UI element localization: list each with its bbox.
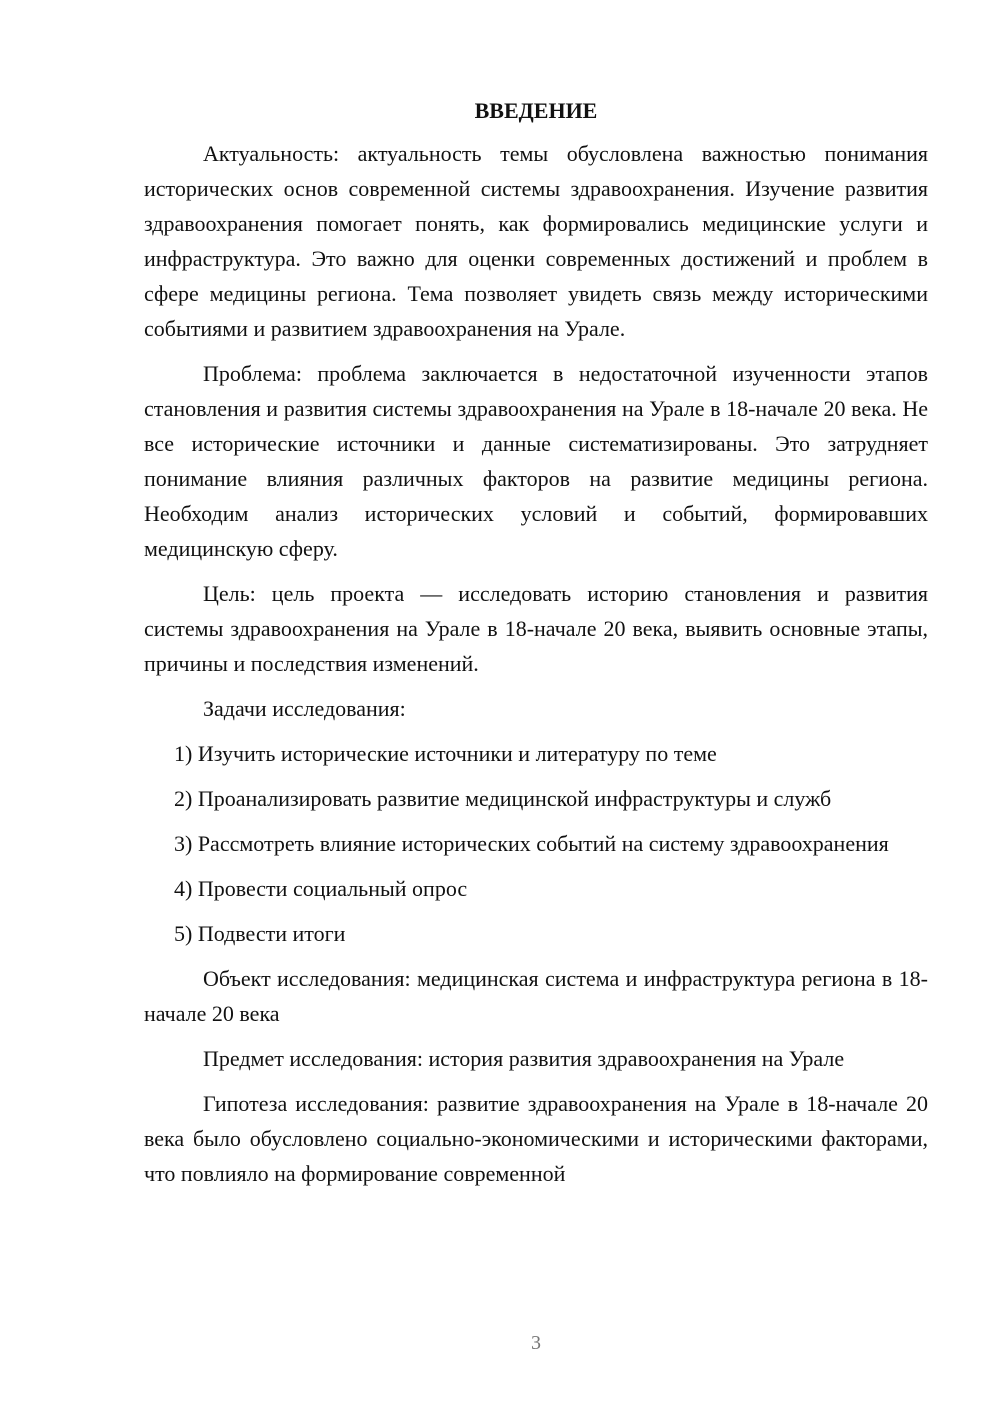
tasks-heading: Задачи исследования: bbox=[203, 696, 406, 721]
task-item: 4) Провести социальный опрос bbox=[174, 876, 468, 901]
relevance-paragraph: Актуальность: актуальность темы обусловлена важностью понимания исторических основ современной системы здравоохранения. Изучение развития здравоохранения помогает понять, как формировались медицинские услуги и инфраструктура. Это важно для оценки современных достижений и проблем в сфере медицины региона. Тема позволяет увидеть связь между историческими событиями и развитием здравоохранения на Урале. bbox=[144, 141, 928, 341]
page-number: 3 bbox=[531, 1332, 541, 1354]
subject-paragraph: Предмет исследования: история развития здравоохранения на Урале bbox=[203, 1046, 845, 1071]
task-item: 3) Рассмотреть влияние исторических событий на систему здравоохранения bbox=[174, 831, 889, 856]
section-heading: ВВЕДЕНИЕ bbox=[474, 98, 598, 123]
object-paragraph: Объект исследования: медицинская система и инфраструктура региона в 18-начале 20 века bbox=[144, 966, 928, 1026]
problem-paragraph: Проблема: проблема заключается в недостаточной изученности этапов становления и развития системы здравоохранения на Урале в 18-начале 20 века. Не все исторические источники и данные систематизированы. Это затрудняет понимание влияния различных факторов на развитие медицины региона. Необходим анализ исторических условий и событий, формировавших медицинскую сферу. bbox=[144, 361, 928, 561]
hypothesis-paragraph: Гипотеза исследования: развитие здравоохранения на Урале в 18-начале 20 века было обусловлено социально-экономическими и историческими факторами, что повлияло на формирование современной bbox=[144, 1091, 928, 1186]
task-item: 2) Проанализировать развитие медицинской инфраструктуры и служб bbox=[174, 786, 832, 811]
task-item: 5) Подвести итоги bbox=[174, 921, 346, 946]
task-item: 1) Изучить исторические источники и литературу по теме bbox=[174, 741, 717, 766]
goal-paragraph: Цель: цель проекта — исследовать историю становления и развития системы здравоохранения на Урале в 18-начале 20 века, выявить основные этапы, причины и последствия изменений. bbox=[144, 581, 928, 676]
document-page bbox=[144, 96, 928, 1201]
